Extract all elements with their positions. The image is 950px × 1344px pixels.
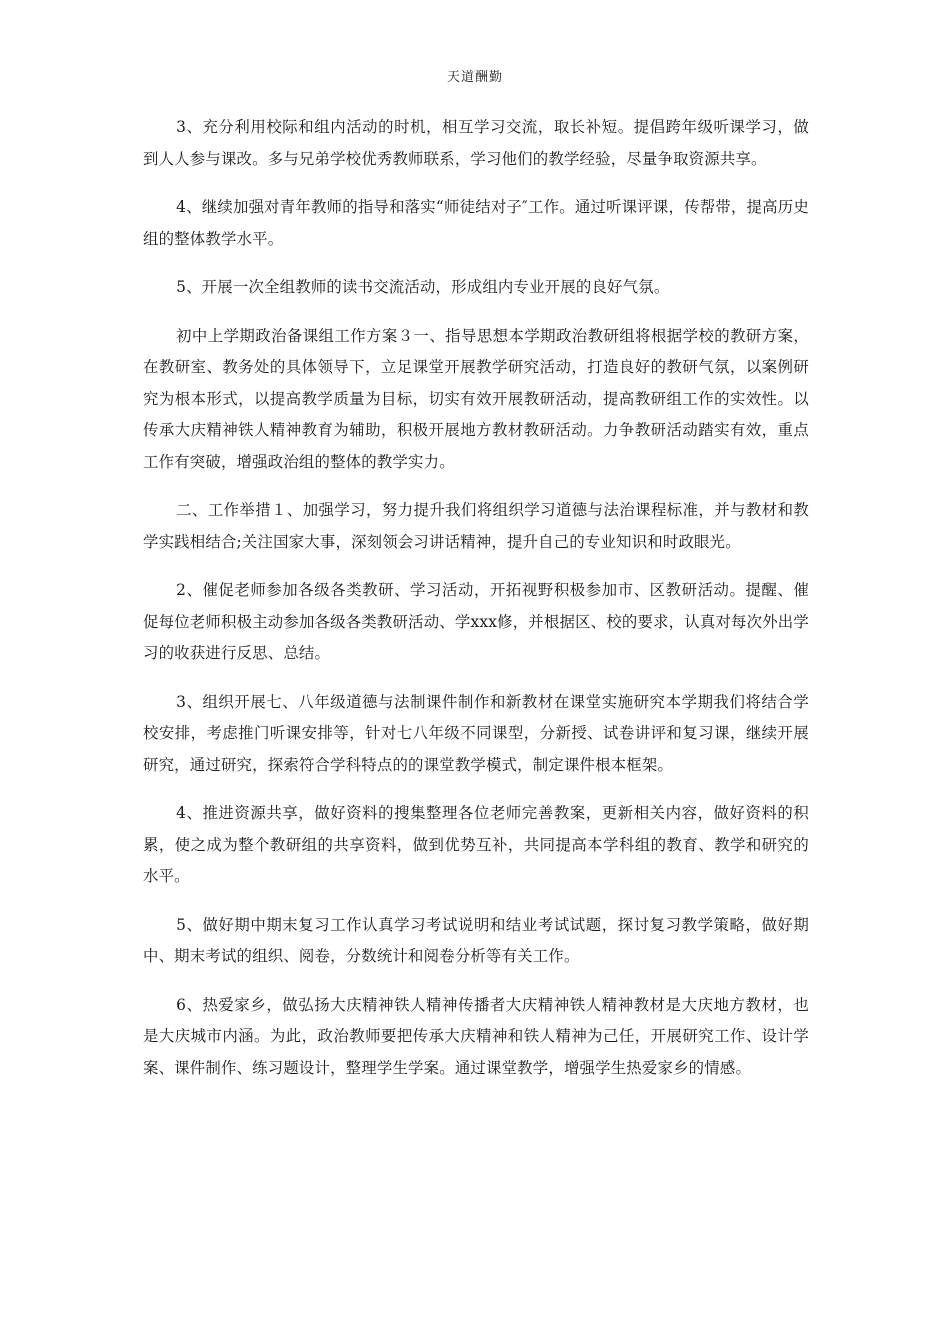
paragraph-4: 初中上学期政治备课组工作方案３一、指导思想本学期政治教研组将根据学校的教研方案，在教研室、教务处的具体领导下，立足课堂开展教学研究活动，打造良好的教研气氛，以案例研究为根本形式，以提高教学质量为目标，切实有效开展教研活动，提高教研组工作的实效性。以传承大庆精神铁人精神教育为辅助，积极开展地方教材教研活动。力争教研活动踏实有效，重点工作有突破，增强政治组的整体的教学实力。 — [143, 326, 809, 471]
paragraph-3: 5、开展一次全组教师的读书交流活动，形成组内专业开展的良好气氛。 — [176, 278, 670, 296]
page-header: 天道酬勤 — [446, 70, 503, 85]
paragraph-9: 5、做好期中期末复习工作认真学习考试说明和结业考试试题，探讨复习教学策略，做好期中、期末考试的组织、阅卷，分数统计和阅卷分析等有关工作。 — [143, 915, 809, 965]
paragraph-8: 4、推进资源共享，做好资料的搜集整理各位老师完善教案，更新相关内容，做好资料的积累，使之成为整个教研组的共享资料，做到优势互补，共同提高本学科组的教育、教学和研究的水平。 — [143, 804, 809, 885]
paragraph-1: 3、充分利用校际和组内活动的时机，相互学习交流，取长补短。提倡跨年级听课学习，做到人人参与课改。多与兄弟学校优秀教师联系，学习他们的教学经验，尽量争取资源共享。 — [143, 118, 809, 168]
paragraph-7: 3、组织开展七、八年级道德与法制课件制作和新教材在课堂实施研究本学期我们将结合学校安排，考虑推门听课安排等，针对七八年级不同课型，分新授、试卷讲评和复习课，继续开展研究，通过研究，探索符合学科特点的的课堂教学模式，制定课件根本框架。 — [143, 692, 809, 774]
paragraph-5: 二、工作举措１、加强学习，努力提升我们将组织学习道德与法治课程标准，并与教材和教学实践相结合;关注国家大事，深刻领会习讲话精神，提升自己的专业知识和时政眼光。 — [143, 501, 809, 551]
document-body — [143, 112, 809, 1101]
paragraph-10: 6、热爱家乡，做弘扬大庆精神铁人精神传播者大庆精神铁人精神教材是大庆地方教材，也是大庆城市内涵。为此，政治教师要把传承大庆精神和铁人精神为己任，开展研究工作、设计学案、课件制作、练习题设计，整理学生学案。通过课堂教学，增强学生热爱家乡的情感。 — [143, 995, 809, 1077]
paragraph-6: 2、催促老师参加各级各类教研、学习活动，开拓视野积极参加市、区教研活动。提醒、催促每位老师积极主动参加各级各类教研活动、学xxx修，并根据区、校的要求，认真对每次外出学习的收获进行反思、总结。 — [143, 581, 809, 662]
paragraph-2: 4、继续加强对青年教师的指导和落实“师徒结对子″工作。通过听课评课，传帮带，提高历史组的整体教学水平。 — [143, 198, 809, 248]
